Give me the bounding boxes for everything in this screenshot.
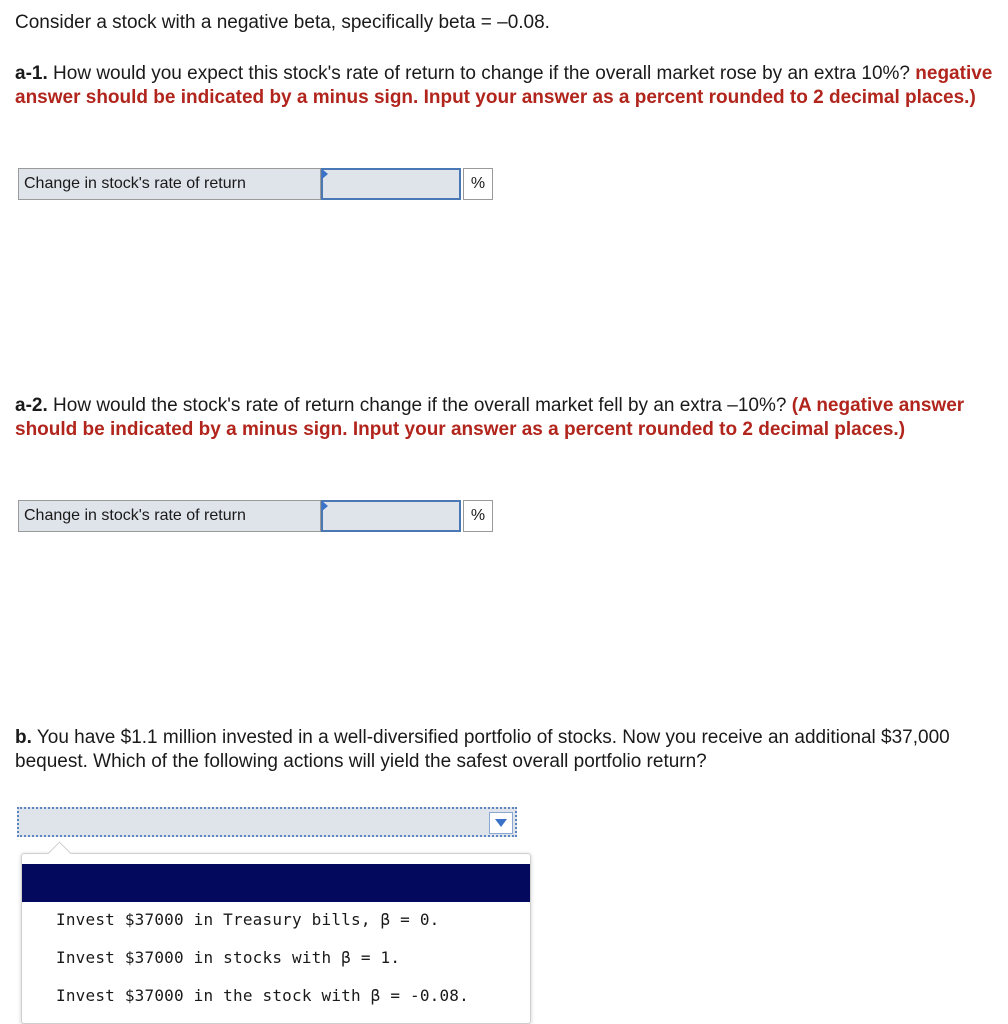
- dropdown-option-beta-one-stocks[interactable]: Invest $37000 in stocks with β = 1.: [56, 948, 401, 967]
- question-a2-label: a-2.: [15, 395, 48, 416]
- answer-a2-label: Change in stock's rate of return: [18, 500, 321, 532]
- question-b-label: b.: [15, 727, 32, 748]
- triangle-down-icon: [495, 819, 507, 827]
- answer-a2-input[interactable]: [321, 500, 461, 532]
- answer-a1-label: Change in stock's rate of return: [18, 168, 321, 200]
- dropdown-pointer: [47, 841, 71, 865]
- dropdown-option-negative-beta-stock[interactable]: Invest $37000 in the stock with β = -0.08.: [56, 986, 469, 1005]
- dropdown-option-treasury-bills[interactable]: Invest $37000 in Treasury bills, β = 0.: [56, 910, 440, 929]
- question-a2: [15, 394, 1000, 442]
- question-b-text: You have $1.1 million invested in a well-diversified portfolio of stocks. Now you receive an additional $37,000 bequest. Which of the following actions will yield the safest overall portfolio return?: [15, 727, 950, 772]
- answer-row-a1: [18, 168, 493, 200]
- dropdown-option-highlighted-blank[interactable]: [22, 864, 530, 902]
- answer-a1-input-wrap: [321, 168, 461, 200]
- question-a1-label: a-1.: [15, 63, 48, 84]
- answer-a1-input[interactable]: [321, 168, 461, 200]
- answer-row-a2: [18, 500, 493, 532]
- question-b: [15, 726, 990, 774]
- question-a2-instruction: (A negative answer should be indicated by a minus sign. Input your answer as a percent rounded to 2 decimal places.): [15, 395, 965, 440]
- question-a1: [15, 62, 1005, 110]
- answer-a2-input-wrap: [321, 500, 461, 532]
- problem-intro: Consider a stock with a negative beta, specifically beta = –0.08.: [15, 12, 550, 33]
- answer-a1-unit: %: [463, 168, 493, 200]
- select-arrow-button[interactable]: [489, 812, 513, 834]
- question-a2-text: How would the stock's rate of return change if the overall market fell by an extra –10%?: [47, 395, 792, 416]
- question-a1-text: How would you expect this stock's rate of return to change if the overall market rose by an extra 10%?: [47, 63, 916, 84]
- answer-b-dropdown-menu: [21, 853, 531, 1024]
- question-a1-instruction: negative answer should be indicated by a minus sign. Input your answer as a percent rounded to 2 decimal places.): [15, 63, 993, 108]
- answer-b-select[interactable]: [17, 807, 517, 837]
- answer-a2-unit: %: [463, 500, 493, 532]
